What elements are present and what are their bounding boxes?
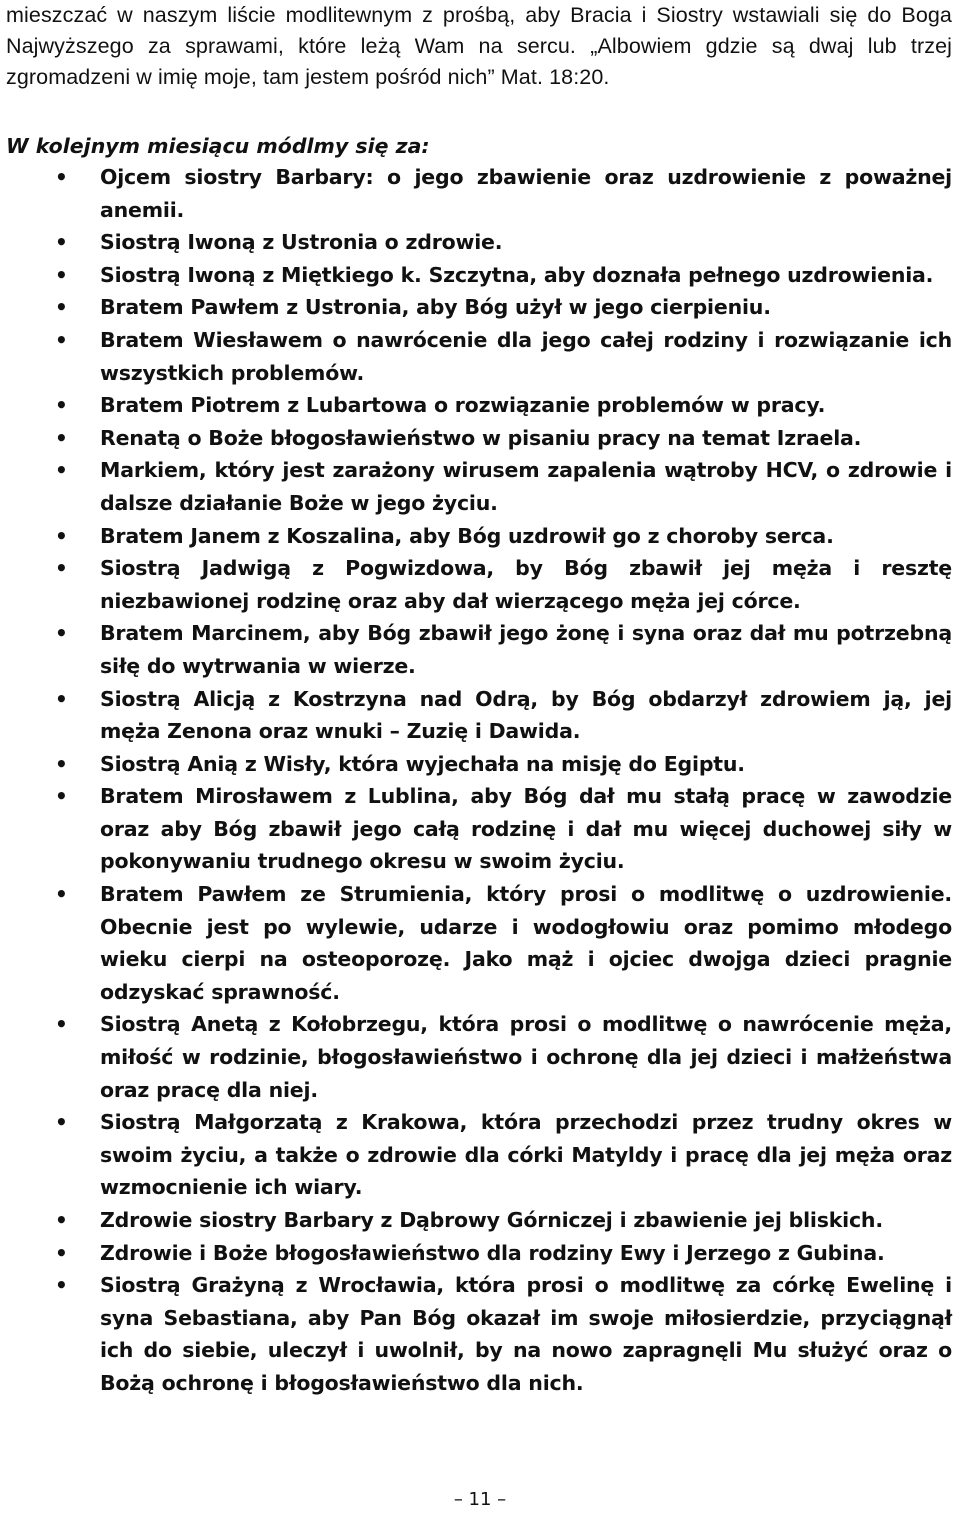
prayer-item	[6, 1106, 952, 1204]
prayer-item-text: Bratem Wiesławem o nawrócenie dla jego całej rodziny i rozwiązanie ich wszystkich problemów.	[100, 327, 952, 385]
bullet-icon: •	[55, 295, 68, 320]
prayer-item	[6, 878, 952, 1008]
prayer-item	[6, 683, 952, 748]
bullet-icon: •	[55, 751, 68, 776]
bullet-icon: •	[55, 327, 68, 352]
bullet-icon: •	[55, 165, 68, 189]
prayer-item-text: Siostrą Iwoną z Ustronia o zdrowie.	[100, 230, 503, 255]
prayer-item-text: Zdrowie i Boże błogosławieństwo dla rodziny Ewy i Jerzego z Gubina.	[100, 1240, 885, 1265]
prayer-item-text: Siostrą Iwoną z Miętkiego k. Szczytna, aby doznała pełnego uzdrowienia.	[100, 262, 934, 287]
prayer-list	[6, 161, 952, 1400]
bullet-icon: •	[55, 1208, 68, 1232]
prayer-item-text: Bratem Janem z Koszalina, aby Bóg uzdrowił go z choroby serca.	[100, 523, 834, 548]
prayer-item	[6, 617, 952, 682]
bullet-icon: •	[55, 458, 68, 483]
prayer-item-text: Bratem Piotrem z Lubartowa o rozwiązanie problemów w pracy.	[100, 393, 826, 418]
section-heading: W kolejnym miesiącu módlmy się za:	[6, 134, 430, 158]
prayer-item-text: Siostrą Anią z Wisły, która wyjechała na misję do Egiptu.	[100, 751, 745, 776]
prayer-item	[6, 1204, 952, 1237]
prayer-item	[6, 291, 952, 324]
prayer-item	[6, 552, 952, 617]
prayer-item-text: Ojcem siostry Barbary: o jego zbawienie oraz uzdrowienie z poważnej anemii.	[100, 165, 952, 222]
prayer-item-text: Siostrą Anetą z Kołobrzegu, która prosi o modlitwę o nawrócenie męża, miłość w rodzinie, błogosławieństwo i ochronę dla jej dzieci i małżeństwa oraz pracę dla niej.	[100, 1012, 952, 1102]
prayer-item-text: Siostrą Małgorzatą z Krakowa, która przechodzi przez trudny okres w swoim życiu, a także o zdrowie dla córki Matyldy i pracę dla jej męża oraz wzmocnienie ich wiary.	[100, 1110, 952, 1200]
prayer-item	[6, 161, 952, 226]
page-number: – 11 –	[453, 1489, 507, 1510]
bullet-icon: •	[55, 621, 68, 646]
prayer-item-text: Bratem Pawłem ze Strumienia, który prosi o modlitwę o uzdrowienie. Obecnie jest po wylewie, udarze i wodogłowiu oraz pomimo młodego wieku cierpi na osteoporozę. Jako mąż i ojciec dwojga dzieci pragnie odzyskać sprawność.	[100, 882, 952, 1004]
prayer-item	[6, 324, 952, 389]
prayer-item-text: Bratem Marcinem, aby Bóg zbawił jego żonę i syna oraz dał mu potrzebną siłę do wytrwania w wierze.	[100, 621, 952, 678]
bullet-icon: •	[55, 1240, 68, 1265]
prayer-item-text: Bratem Mirosławem z Lublina, aby Bóg dał mu stałą pracę w zawodzie oraz aby Bóg zbawił jego całą rodzinę i dał mu więcej duchowej siły w pokonywaniu trudnego okresu w swoim życiu.	[100, 784, 952, 874]
bullet-icon: •	[55, 1012, 68, 1037]
prayer-item-text: Renatą o Boże błogosławieństwo w pisaniu pracy na temat Izraela.	[100, 425, 862, 450]
bullet-icon: •	[55, 262, 68, 287]
bullet-icon: •	[55, 523, 68, 548]
bullet-icon: •	[55, 393, 68, 418]
intro-paragraph: mieszczać w naszym liście modlitewnym z prośbą, aby Bracia i Siostry wstawiali się do Boga Najwyższego za sprawami, które leżą Wam na sercu. „Albowiem gdzie są dwaj lub trzej zgromadzeni w imię moje, tam jestem pośród nich” Mat. 18:20.	[6, 3, 952, 89]
prayer-item-text: Bratem Pawłem z Ustronia, aby Bóg użył w jego cierpieniu.	[100, 295, 771, 320]
prayer-item	[6, 520, 952, 553]
bullet-icon: •	[55, 1273, 68, 1298]
prayer-item-text: Zdrowie siostry Barbary z Dąbrowy Górniczej i zbawienie jej bliskich.	[100, 1208, 883, 1232]
prayer-item	[6, 389, 952, 422]
bullet-icon: •	[55, 556, 68, 581]
bullet-icon: •	[55, 230, 68, 255]
bullet-icon: •	[55, 784, 68, 809]
prayer-item	[6, 1237, 952, 1270]
prayer-item	[6, 422, 952, 455]
prayer-item-text: Siostrą Alicją z Kostrzyna nad Odrą, by Bóg obdarzył zdrowiem ją, jej męża Zenona oraz wnuki – Zuzię i Dawida.	[100, 686, 952, 744]
bullet-icon: •	[55, 686, 68, 711]
prayer-item	[6, 1269, 952, 1399]
prayer-item-text: Markiem, który jest zarażony wirusem zapalenia wątroby HCV, o zdrowie i dalsze działanie Boże w jego życiu.	[100, 458, 952, 515]
prayer-item	[6, 259, 952, 292]
prayer-item	[6, 780, 952, 878]
prayer-item-text: Siostrą Jadwigą z Pogwizdowa, by Bóg zbawił jej męża i resztę niezbawionej rodzinę oraz aby dał wierzącego męża jej córce.	[100, 556, 952, 613]
prayer-item	[6, 748, 952, 781]
bullet-icon: •	[55, 425, 68, 450]
prayer-item	[6, 454, 952, 519]
prayer-item	[6, 226, 952, 259]
prayer-item-text: Siostrą Grażyną z Wrocławia, która prosi o modlitwę za córkę Ewelinę i syna Sebastiana, aby Pan Bóg okazał im swoje miłosierdzie, przyciągnął ich do siebie, uleczył i uwolnił, by na nowo zapragnęli Mu służyć oraz o Bożą ochronę i błogosławieństwo dla nich.	[100, 1273, 952, 1395]
bullet-icon: •	[55, 1110, 68, 1135]
bullet-icon: •	[55, 882, 68, 907]
prayer-item	[6, 1008, 952, 1106]
